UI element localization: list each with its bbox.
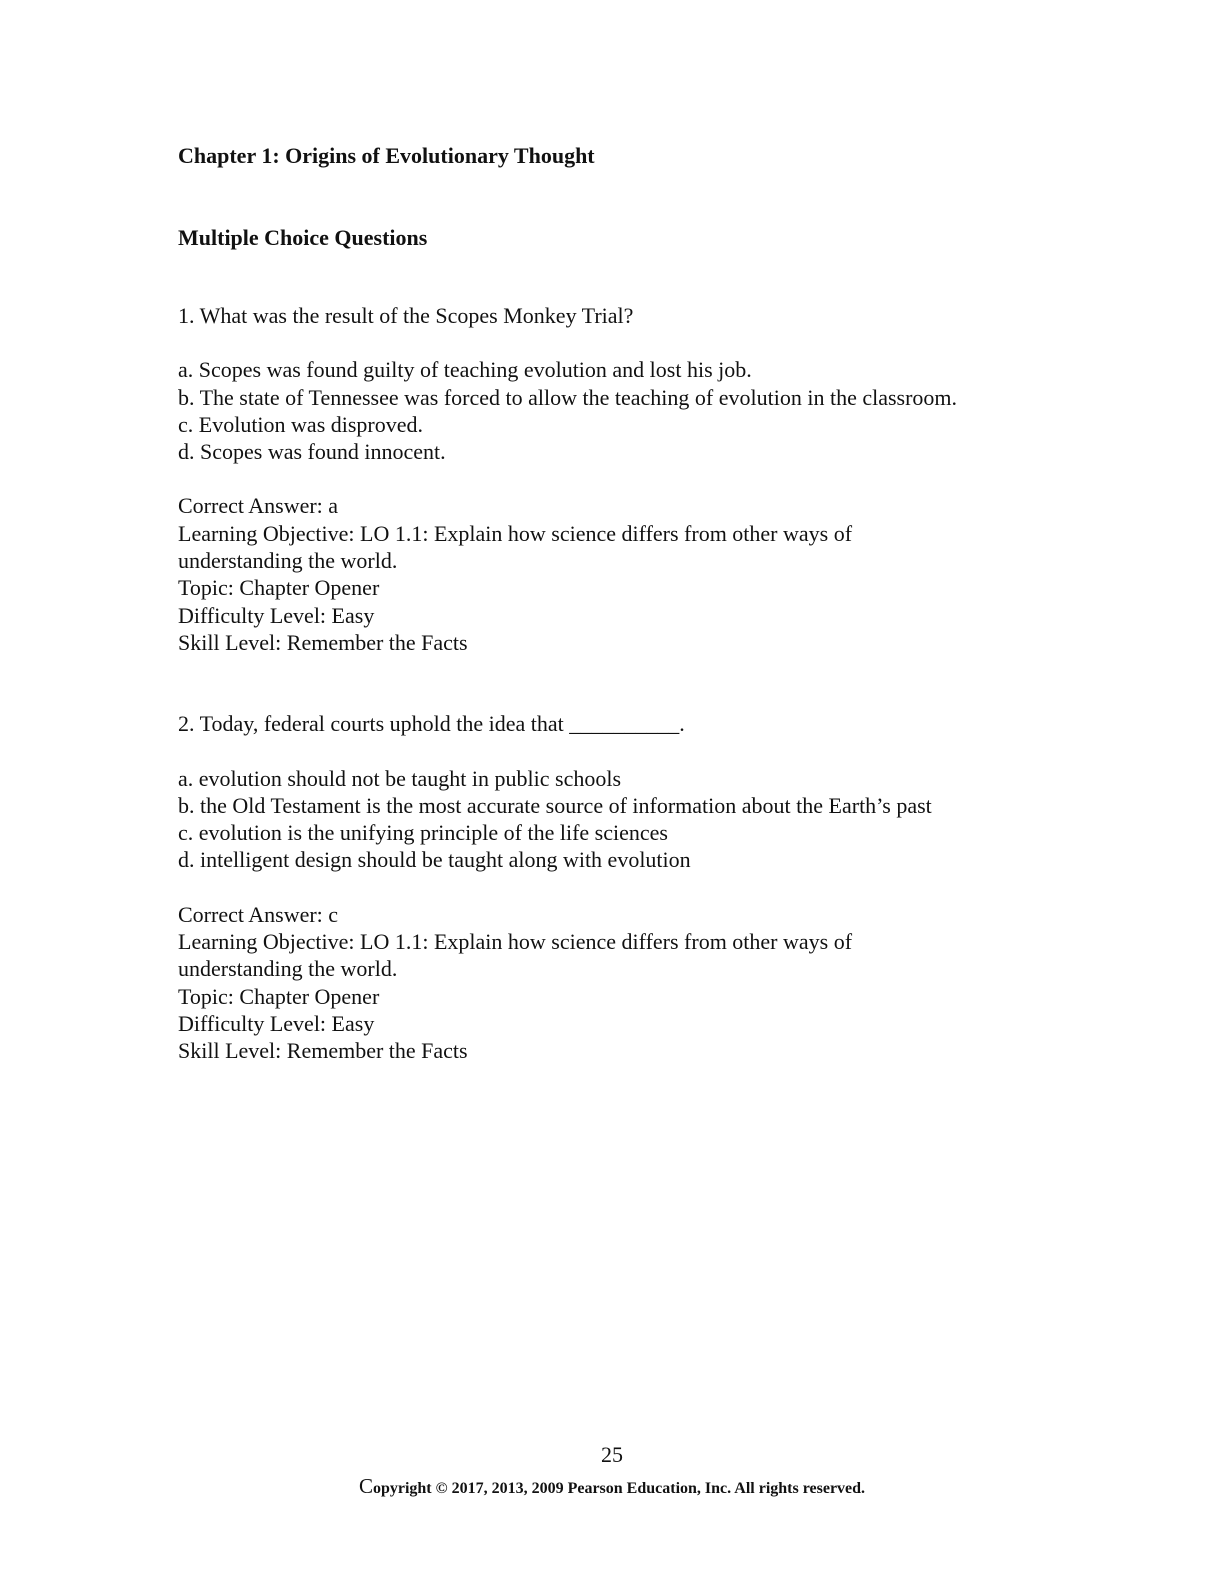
answer-options [178, 356, 1078, 465]
answer-options [178, 765, 1078, 874]
question-text: 2. Today, federal courts uphold the idea that __________. [178, 711, 685, 737]
option-b: b. The state of Tennessee was forced to allow the teaching of evolution in the classroom. [178, 384, 958, 410]
option-c: c. Evolution was disproved. [178, 411, 424, 437]
difficulty-level: Difficulty Level: Easy [178, 1010, 375, 1036]
topic: Topic: Chapter Opener [178, 983, 380, 1009]
skill-level: Skill Level: Remember the Facts [178, 629, 468, 655]
correct-answer: Correct Answer: c [178, 901, 339, 927]
topic: Topic: Chapter Opener [178, 575, 380, 601]
question-metadata [178, 901, 1078, 1065]
copyright-notice [0, 1474, 1224, 1501]
section-title: Multiple Choice Questions [178, 225, 428, 250]
question-metadata [178, 492, 1078, 656]
question-block-2 [178, 710, 1078, 1064]
learning-objective: Learning Objective: LO 1.1: Explain how science differs from other ways of [178, 520, 853, 546]
chapter-title: Chapter 1: Origins of Evolutionary Thought [178, 143, 595, 168]
option-b: b. the Old Testament is the most accurate source of information about the Earth’s past [178, 792, 932, 818]
page-content [178, 138, 1078, 1065]
option-a: a. Scopes was found guilty of teaching evolution and lost his job. [178, 357, 752, 383]
skill-level: Skill Level: Remember the Facts [178, 1038, 468, 1064]
option-d: d. intelligent design should be taught along with evolution [178, 847, 691, 873]
question-text: 1. What was the result of the Scopes Monkey Trial? [178, 303, 634, 328]
option-a: a. evolution should not be taught in public schools [178, 765, 622, 791]
question-block-1 [178, 302, 1078, 656]
learning-objective-continued: understanding the world. [178, 956, 398, 982]
correct-answer: Correct Answer: a [178, 493, 339, 519]
option-c: c. evolution is the unifying principle of the life sciences [178, 820, 668, 846]
option-d: d. Scopes was found innocent. [178, 439, 446, 465]
learning-objective-continued: understanding the world. [178, 548, 398, 574]
page-number: 25 [601, 1442, 623, 1467]
copyright-initial: C [358, 1474, 373, 1498]
difficulty-level: Difficulty Level: Easy [178, 602, 375, 628]
copyright-text: opyright © 2017, 2013, 2009 Pearson Education, Inc. All rights reserved. [372, 1480, 866, 1497]
learning-objective: Learning Objective: LO 1.1: Explain how science differs from other ways of [178, 929, 853, 955]
